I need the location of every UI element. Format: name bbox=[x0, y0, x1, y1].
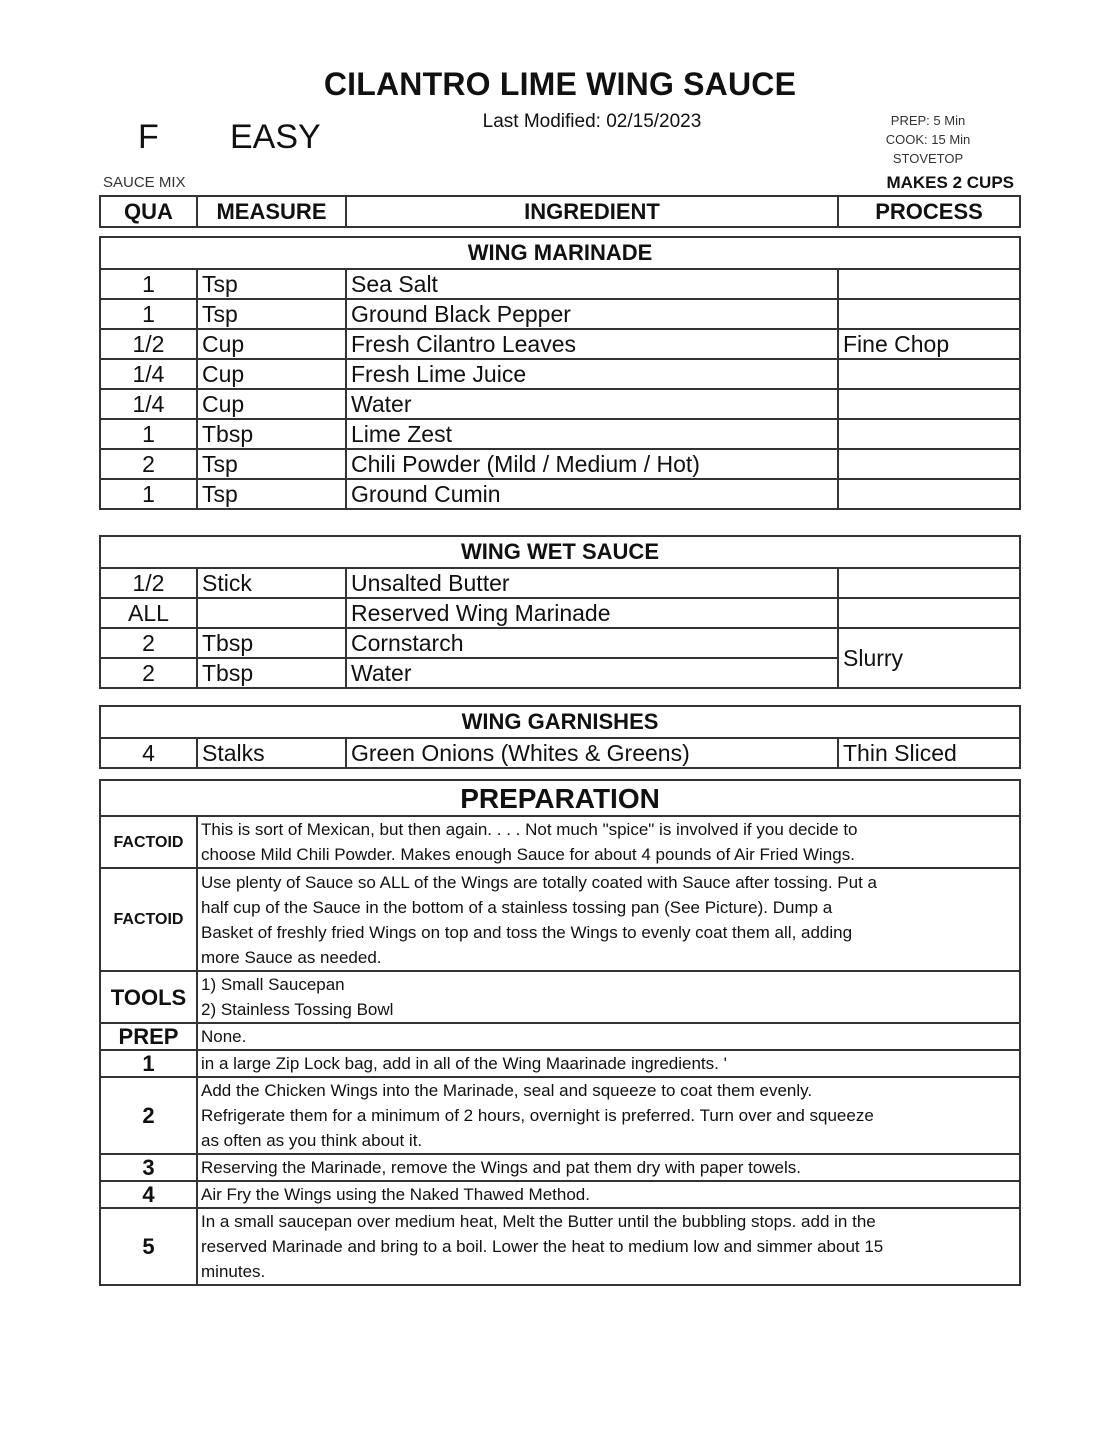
ingredient-row bbox=[100, 568, 1020, 598]
prep-row bbox=[100, 971, 1020, 1023]
process-cell bbox=[838, 598, 1020, 628]
prep-line: half cup of the Sauce in the bottom of a stainless tossing pan (See Picture). Dump a bbox=[201, 897, 833, 917]
ingredient-row bbox=[100, 269, 1020, 299]
qty-cell: 1 bbox=[100, 419, 197, 449]
process-cell bbox=[838, 568, 1020, 598]
ingredient-cell: Sea Salt bbox=[346, 269, 838, 299]
measure-cell: Tsp bbox=[197, 449, 346, 479]
prep-label: PREP bbox=[100, 1023, 197, 1050]
ingredient-cell: Lime Zest bbox=[346, 419, 838, 449]
section-title: PREPARATION bbox=[100, 780, 1020, 816]
ingredient-row bbox=[100, 449, 1020, 479]
process-cell bbox=[838, 449, 1020, 479]
ingredient-cell: Green Onions (Whites & Greens) bbox=[346, 738, 838, 768]
qty-cell: 1/4 bbox=[100, 389, 197, 419]
prep-label: 3 bbox=[100, 1154, 197, 1181]
recipe-grade: F bbox=[138, 118, 159, 156]
prep-label: 1 bbox=[100, 1050, 197, 1077]
prep-row bbox=[100, 1154, 1020, 1181]
ingredient-cell: Ground Black Pepper bbox=[346, 299, 838, 329]
prep-text bbox=[197, 868, 1020, 971]
prep-row bbox=[100, 1181, 1020, 1208]
ingredient-cell: Ground Cumin bbox=[346, 479, 838, 509]
ingredient-cell: Unsalted Butter bbox=[346, 568, 838, 598]
qty-cell: 1 bbox=[100, 299, 197, 329]
prep-label: TOOLS bbox=[100, 971, 197, 1023]
prep-row bbox=[100, 1208, 1020, 1285]
section-title: WING GARNISHES bbox=[100, 706, 1020, 738]
process-cell: Slurry bbox=[838, 628, 1020, 688]
prep-line: Basket of freshly fried Wings on top and toss the Wings to evenly coat them all, adding bbox=[201, 922, 853, 942]
section-wing-wet-sauce bbox=[99, 535, 1021, 689]
measure-cell: Tbsp bbox=[197, 419, 346, 449]
last-modified-date: Last Modified: 02/15/2023 bbox=[482, 111, 702, 132]
prep-row bbox=[100, 1050, 1020, 1077]
column-header-ingredient: INGREDIENT bbox=[346, 196, 838, 227]
prep-text bbox=[197, 1181, 1020, 1208]
process-cell bbox=[838, 419, 1020, 449]
section-preparation bbox=[99, 779, 1021, 1286]
measure-cell: Stick bbox=[197, 568, 346, 598]
qty-cell: 2 bbox=[100, 658, 197, 688]
prep-line: This is sort of Mexican, but then again. . . . Not much "spice" is involved if you decide to bbox=[201, 820, 858, 839]
prep-text bbox=[197, 1023, 1020, 1050]
prep-text bbox=[197, 1077, 1020, 1154]
measure-cell: Tbsp bbox=[197, 628, 346, 658]
ingredient-row bbox=[100, 479, 1020, 509]
prep-line: minutes. bbox=[201, 1262, 266, 1281]
prep-text bbox=[197, 971, 1020, 1023]
qty-cell: 1/4 bbox=[100, 359, 197, 389]
qty-cell: 1/2 bbox=[100, 568, 197, 598]
prep-label: 4 bbox=[100, 1181, 197, 1208]
ingredient-cell: Cornstarch bbox=[346, 628, 838, 658]
ingredient-cell: Water bbox=[346, 658, 838, 688]
prep-line: Air Fry the Wings using the Naked Thawed Method. bbox=[201, 1185, 590, 1204]
process-cell bbox=[838, 269, 1020, 299]
recipe-category: SAUCE MIX bbox=[103, 174, 186, 191]
measure-cell: Tsp bbox=[197, 479, 346, 509]
ingredient-row bbox=[100, 419, 1020, 449]
ingredient-row bbox=[100, 359, 1020, 389]
qty-cell: 4 bbox=[100, 738, 197, 768]
process-cell: Fine Chop bbox=[838, 329, 1020, 359]
measure-cell: Tbsp bbox=[197, 658, 346, 688]
prep-line: None. bbox=[201, 1027, 247, 1046]
cook-time: COOK: 15 Min bbox=[885, 132, 971, 147]
prep-label: 2 bbox=[100, 1077, 197, 1154]
ingredient-cell: Chili Powder (Mild / Medium / Hot) bbox=[346, 449, 838, 479]
process-cell bbox=[838, 389, 1020, 419]
recipe-yield: MAKES 2 CUPS bbox=[886, 173, 1014, 192]
prep-line: as often as you think about it. bbox=[201, 1131, 423, 1150]
time-info bbox=[850, 111, 1006, 168]
qty-cell: 1/2 bbox=[100, 329, 197, 359]
section-wing-garnishes bbox=[99, 705, 1021, 769]
measure-cell bbox=[197, 598, 346, 628]
process-cell: Thin Sliced bbox=[838, 738, 1020, 768]
prep-line: 2) Stainless Tossing Bowl bbox=[201, 1000, 394, 1019]
qty-cell: 1 bbox=[100, 479, 197, 509]
prep-text bbox=[197, 1050, 1020, 1077]
column-header-table bbox=[99, 195, 1021, 228]
section-title: WING MARINADE bbox=[100, 237, 1020, 269]
prep-row bbox=[100, 1077, 1020, 1154]
process-cell bbox=[838, 479, 1020, 509]
recipe-title: CILANTRO LIME WING SAUCE bbox=[323, 66, 797, 102]
measure-cell: Tsp bbox=[197, 269, 346, 299]
ingredient-cell: Reserved Wing Marinade bbox=[346, 598, 838, 628]
prep-text bbox=[197, 1154, 1020, 1181]
cook-method: STOVETOP bbox=[892, 151, 964, 166]
prep-line: reserved Marinade and bring to a boil. Lower the heat to medium low and simmer about 15 bbox=[201, 1237, 884, 1256]
qty-cell: 1 bbox=[100, 269, 197, 299]
prep-line: 1) Small Saucepan bbox=[201, 975, 345, 994]
process-cell bbox=[838, 299, 1020, 329]
column-header-measure: MEASURE bbox=[197, 196, 346, 227]
prep-line: Refrigerate them for a minimum of 2 hours, overnight is preferred. Turn over and squeeze bbox=[201, 1106, 874, 1125]
ingredient-cell: Water bbox=[346, 389, 838, 419]
section-wing-marinade bbox=[99, 236, 1021, 510]
prep-line: in a large Zip Lock bag, add in all of the Wing Maarinade ingredients. ' bbox=[201, 1054, 727, 1073]
qty-cell: 2 bbox=[100, 449, 197, 479]
prep-text bbox=[197, 1208, 1020, 1285]
ingredient-row bbox=[100, 329, 1020, 359]
prep-line: Reserving the Marinade, remove the Wings and pat them dry with paper towels. bbox=[201, 1158, 802, 1177]
prep-text bbox=[197, 816, 1020, 868]
qty-cell: 2 bbox=[100, 628, 197, 658]
prep-row bbox=[100, 1023, 1020, 1050]
measure-cell: Stalks bbox=[197, 738, 346, 768]
measure-cell: Cup bbox=[197, 389, 346, 419]
ingredient-cell: Fresh Cilantro Leaves bbox=[346, 329, 838, 359]
recipe-difficulty: EASY bbox=[230, 118, 321, 156]
ingredient-row bbox=[100, 628, 1020, 658]
prep-line: In a small saucepan over medium heat, Melt the Butter until the bubbling stops. add in the bbox=[201, 1212, 876, 1231]
ingredient-row bbox=[100, 299, 1020, 329]
prep-label: 5 bbox=[100, 1208, 197, 1285]
ingredient-row bbox=[100, 598, 1020, 628]
prep-line: Use plenty of Sauce so ALL of the Wings are totally coated with Sauce after tossing. Put a bbox=[201, 872, 877, 892]
prep-line: more Sauce as needed. bbox=[201, 947, 382, 967]
prep-time: PREP: 5 Min bbox=[890, 113, 966, 128]
measure-cell: Tsp bbox=[197, 299, 346, 329]
column-header-qty: QUA bbox=[100, 196, 197, 227]
prep-row bbox=[100, 868, 1020, 971]
measure-cell: Cup bbox=[197, 359, 346, 389]
qty-cell: ALL bbox=[100, 598, 197, 628]
ingredient-row bbox=[100, 738, 1020, 768]
section-title: WING WET SAUCE bbox=[100, 536, 1020, 568]
ingredient-row bbox=[100, 389, 1020, 419]
process-cell bbox=[838, 359, 1020, 389]
prep-row bbox=[100, 816, 1020, 868]
prep-line: choose Mild Chili Powder. Makes enough Sauce for about 4 pounds of Air Fried Wings. bbox=[201, 845, 855, 864]
prep-line: Add the Chicken Wings into the Marinade, seal and squeeze to coat them evenly. bbox=[201, 1081, 813, 1100]
prep-label: FACTOID bbox=[100, 816, 197, 868]
column-header-process: PROCESS bbox=[838, 196, 1020, 227]
ingredient-cell: Fresh Lime Juice bbox=[346, 359, 838, 389]
prep-label: FACTOID bbox=[100, 868, 197, 971]
measure-cell: Cup bbox=[197, 329, 346, 359]
